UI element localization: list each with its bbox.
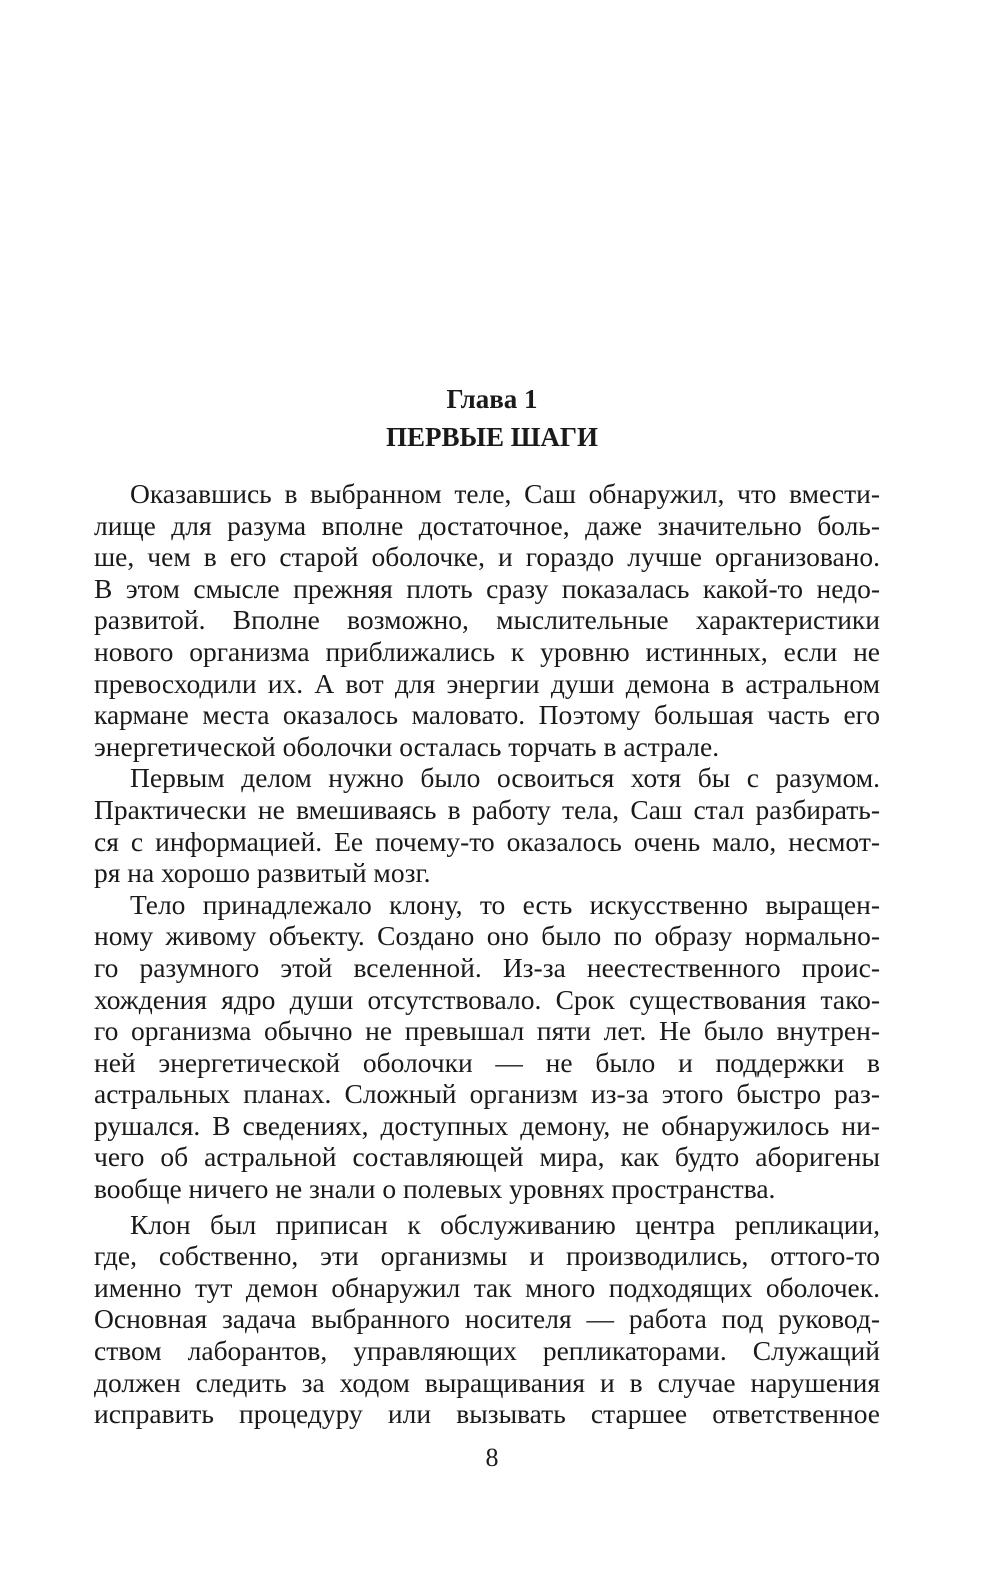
text-line: В этом смысле прежняя плоть сразу показалась какой-то недо- [94, 572, 880, 604]
text-line: энергетической оболочки осталась торчать в астрале. [94, 730, 720, 762]
text-line: чего об астральной составляющей мира, как будто аборигены [94, 1141, 880, 1173]
text-line: ней энергетической оболочки — не было и поддержки в [94, 1046, 880, 1078]
text-line: Оказавшись в выбранном теле, Саш обнаружил, что вмести- [130, 478, 880, 509]
text-line: лище для разума вполне достаточное, даже значительно боль- [94, 509, 880, 541]
page-number: 8 [485, 1443, 499, 1472]
paragraph [94, 889, 880, 1205]
text-line: нового организма приближались к уровню истинных, если не [94, 635, 880, 667]
text-line: вообще ничего не знали о полевых уровнях пространства. [94, 1173, 776, 1205]
text-line: Тело принадлежало клону, то есть искусственно выращен- [130, 888, 880, 920]
paragraph [94, 1209, 880, 1430]
text-line: где, собственно, эти организмы и производились, оттого-то [94, 1240, 880, 1272]
text-line: астральных планах. Сложный организм из-за этого быстро раз- [94, 1078, 880, 1110]
chapter-header [0, 380, 984, 456]
chapter-title: ПЕРВЫЕ ШАГИ [385, 422, 599, 452]
text-line: Первым делом нужно было освоиться хотя бы с разумом. [130, 762, 880, 794]
chapter-number: Глава 1 [446, 384, 538, 414]
text-line: го разумного этой вселенной. Из-за неестественного проис- [94, 951, 880, 983]
text-line: Практически не вмешиваясь в работу тела, Саш стал разбирать- [94, 793, 880, 825]
paragraph [94, 478, 880, 762]
text-line: исправить процедуру или вызывать старшее ответственное [94, 1398, 880, 1430]
text-line: ше, чем в его старой оболочке, и гораздо лучше организовано. [94, 541, 880, 573]
text-line: должен следить за ходом выращивания и в случае нарушения [94, 1366, 880, 1398]
text-line: хождения ядро души отсутствовало. Срок существования тако- [94, 983, 880, 1015]
text-line: ря на хорошо развитый мозг. [94, 857, 431, 889]
text-line: го организма обычно не превышал пяти лет. Не было внутрен- [94, 1015, 880, 1047]
text-line: Основная задача выбранного носителя — работа под руковод- [94, 1303, 880, 1335]
text-line: ся с информацией. Ее почему-то оказалось очень мало, несмот- [94, 825, 880, 857]
text-line: кармане места оказалось маловато. Поэтому большая часть его [94, 699, 880, 731]
text-line: ному живому объекту. Создано оно было по образу нормально- [94, 920, 880, 952]
text-line: Клон был приписан к обслуживанию центра репликации, [130, 1208, 880, 1240]
paragraph [94, 762, 880, 888]
text-line: именно тут демон обнаружил так много подходящих оболочек. [94, 1271, 880, 1303]
text-line: развитой. Вполне возможно, мыслительные характеристики [94, 604, 880, 636]
text-line: рушался. В сведениях, доступных демону, не обнаружилось ни- [94, 1109, 880, 1141]
text-line: превосходили их. А вот для энергии души демона в астральном [94, 667, 880, 699]
chapter-body-text [94, 478, 880, 1430]
text-line: ством лаборантов, управляющих репликаторами. Служащий [94, 1335, 880, 1367]
